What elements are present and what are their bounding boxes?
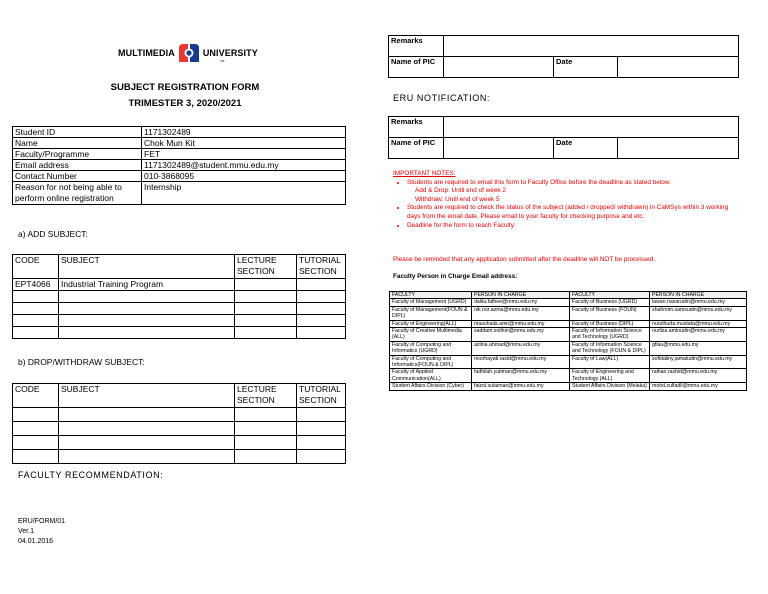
- email-cell[interactable]: masuhaila.amir@mmu.edu.my: [472, 320, 570, 327]
- list-item: • Students are required to email this form to Faculty Office before the deadline as stated below.: [407, 179, 738, 188]
- faculty-cell: Faculty of Creative Multimedia (ALL): [390, 328, 472, 342]
- faculty-cell: Faculty of Business (FOUN): [570, 306, 650, 320]
- tutorial-cell[interactable]: [297, 408, 346, 422]
- faculty-person-title: Faculty Person in Charge Email address:: [393, 273, 518, 280]
- table-row: [13, 171, 346, 182]
- subject-cell[interactable]: [59, 436, 235, 450]
- tutorial-cell[interactable]: [297, 450, 346, 464]
- email-cell[interactable]: nurulhuda.mustafa@mmu.edu.my: [650, 320, 747, 327]
- email-value[interactable]: 1171302489@student.mmu.edu.my: [142, 160, 346, 171]
- table-row: [389, 57, 739, 78]
- label-cell: Faculty/Programme: [13, 149, 142, 160]
- faculty-recommendation-label: FACULTY RECOMMENDATION:: [18, 470, 164, 480]
- table-header-row: [13, 384, 346, 408]
- add-drop-deadline: Add & Drop: Until end of week 2: [415, 187, 506, 195]
- table-row: [389, 36, 739, 57]
- subject-cell[interactable]: [59, 408, 235, 422]
- table-row: [13, 422, 346, 436]
- code-cell[interactable]: [13, 436, 59, 450]
- header-subject: SUBJECT: [59, 384, 235, 408]
- email-cell[interactable]: sofidaliny.jamaludin@mmu.edu.my: [650, 355, 747, 369]
- table-header-row: [13, 255, 346, 279]
- tutorial-cell[interactable]: [297, 422, 346, 436]
- faculty-cell: Faculty of Applied Communication(ALL): [390, 369, 472, 383]
- lecture-cell[interactable]: [235, 279, 297, 291]
- lecture-cell[interactable]: [235, 315, 297, 327]
- code-cell[interactable]: EPT4066: [13, 279, 59, 291]
- add-subject-table: [12, 254, 346, 339]
- email-cell[interactable]: gfiau@mmu.edu.my: [650, 341, 747, 355]
- logo-text-left: MULTIMEDIA: [118, 48, 175, 58]
- mmu-emblem-icon: [177, 42, 201, 64]
- lecture-cell[interactable]: [235, 450, 297, 464]
- remarks-label: Remarks: [389, 36, 444, 57]
- table-row: [13, 279, 346, 291]
- header-tutorial: TUTORIAL SECTION: [297, 384, 346, 408]
- table-row: [13, 450, 346, 464]
- email-cell[interactable]: saddam.solihin@mmu.edu.my: [472, 328, 570, 342]
- form-version: Ver.1: [18, 528, 34, 535]
- faculty-cell: Faculty of Engineering(ALL): [390, 320, 472, 327]
- table-row: [13, 436, 346, 450]
- header-code: CODE: [13, 384, 59, 408]
- table-row: [390, 299, 747, 306]
- form-code: ERU/FORM/01: [18, 518, 66, 525]
- pic-name-field[interactable]: [444, 57, 554, 78]
- table-row: [13, 127, 346, 138]
- subject-cell[interactable]: [59, 291, 235, 303]
- withdraw-deadline: Withdraw: Until end of week 5: [415, 195, 500, 203]
- eru-pic-table: [388, 116, 739, 159]
- tutorial-cell[interactable]: [297, 436, 346, 450]
- header-lecture: LECTURE SECTION: [235, 384, 297, 408]
- tutorial-cell[interactable]: [297, 303, 346, 315]
- email-cell[interactable]: fadhilah.yutiman@mmu.edu.my: [472, 369, 570, 383]
- faculty-cell: Faculty of Information Science and Technology (UGRD): [570, 328, 650, 342]
- table-row: [13, 160, 346, 171]
- email-cell[interactable]: dalila.fathee@mmu.edu.my: [472, 299, 570, 306]
- faculty-cell: Student Affairs Division (Melaka): [570, 383, 650, 390]
- header-tutorial: TUTORIAL SECTION: [297, 255, 346, 279]
- faculty-cell: Faculty of Management(FOUN & DIPL): [390, 306, 472, 320]
- drop-subject-table: [12, 383, 346, 464]
- lecture-cell[interactable]: [235, 291, 297, 303]
- label-cell: Name: [13, 138, 142, 149]
- table-row: [13, 138, 346, 149]
- important-notes: [393, 170, 738, 230]
- pic-name-field[interactable]: [444, 138, 554, 159]
- table-row: [390, 355, 747, 369]
- table-row: [390, 369, 747, 383]
- table-row: [13, 182, 346, 205]
- code-cell[interactable]: [13, 327, 59, 339]
- lecture-cell[interactable]: [235, 408, 297, 422]
- table-row: [389, 117, 739, 138]
- pic-label: Name of PIC: [389, 138, 444, 159]
- faculty-cell: Faculty of Information Science and Technology (FOUN & DIPL): [570, 341, 650, 355]
- header-faculty: FACULTY: [390, 292, 472, 299]
- university-logo: [118, 42, 258, 64]
- tutorial-cell[interactable]: [297, 315, 346, 327]
- remarks-label: Remarks: [389, 117, 444, 138]
- code-cell[interactable]: [13, 422, 59, 436]
- table-row: [390, 306, 747, 320]
- faculty-cell: Faculty of Business (UGRD): [570, 299, 650, 306]
- subject-cell[interactable]: [59, 422, 235, 436]
- table-row: [390, 320, 747, 327]
- header-code: CODE: [13, 255, 59, 279]
- remarks-field[interactable]: [444, 117, 739, 138]
- faculty-contacts-table: [389, 291, 747, 391]
- faculty-cell: Faculty of Management (UGRD): [390, 299, 472, 306]
- contact-value[interactable]: 010-3868095: [142, 171, 346, 182]
- code-cell[interactable]: [13, 291, 59, 303]
- form-date: 04.01.2016: [18, 538, 54, 545]
- table-row: [390, 341, 747, 355]
- header-lecture: LECTURE SECTION: [235, 255, 297, 279]
- date-label: Date: [554, 57, 618, 78]
- list-item: • Students are required to check the status of the subject (added / dropped/ withdrawn) in CaMSys within 3 working days from the email date. Please email to your faculty for checking purpose and etc.: [407, 204, 738, 221]
- notes-heading: IMPORTANT NOTES:: [393, 170, 456, 177]
- faculty-cell: Faculty of Business (DIPL): [570, 320, 650, 327]
- pic-label: Name of PIC: [389, 57, 444, 78]
- header-person: PERSON IN CHARGE: [472, 292, 570, 299]
- list-item: • Deadline for the form to reach Faculty:: [407, 222, 738, 231]
- trademark-mark: TM: [220, 59, 225, 63]
- email-cell[interactable]: mohd.zulfadli@mmu.edu.my: [650, 383, 747, 390]
- form-title: SUBJECT REGISTRATION FORM: [110, 82, 260, 93]
- code-cell[interactable]: [13, 408, 59, 422]
- email-cell[interactable]: azlina.ahmad@mmu.edu.my: [472, 341, 570, 355]
- header-faculty: FACULTY: [570, 292, 650, 299]
- add-subject-label: a) ADD SUBJECT:: [18, 229, 88, 239]
- email-cell[interactable]: lawan.nasarudin@mmu.edu.my: [650, 299, 747, 306]
- email-cell[interactable]: nik.nor.azma@mmu.edu.my: [472, 306, 570, 320]
- table-row: [390, 328, 747, 342]
- table-row: [13, 149, 346, 160]
- email-cell[interactable]: nurliza.aminudin@mmu.edu.my: [650, 328, 747, 342]
- email-cell[interactable]: faizol.sulaiman@mmu.edu.my: [472, 383, 570, 390]
- subject-cell[interactable]: [59, 303, 235, 315]
- faculty-cell: Student Affairs Division (Cyber): [390, 383, 472, 390]
- student-info-table: [12, 126, 346, 205]
- reminder-text: Please be reminded that any application submitted after the deadline will NOT be processed.: [393, 256, 656, 263]
- faculty-cell: Faculty of Computing and Informatics (UGRD): [390, 341, 472, 355]
- header-person: PERSON IN CHARGE: [650, 292, 747, 299]
- email-cell[interactable]: noorhayati.rasid@mmu.edu.my: [472, 355, 570, 369]
- subject-cell[interactable]: Industrial Training Program: [59, 279, 235, 291]
- code-cell[interactable]: [13, 315, 59, 327]
- faculty-cell: Faculty of Engineering and Technology (ALL): [570, 369, 650, 383]
- drop-subject-label: b) DROP/WITHDRAW SUBJECT:: [18, 357, 145, 367]
- header-subject: SUBJECT: [59, 255, 235, 279]
- code-cell[interactable]: [13, 450, 59, 464]
- table-row: [13, 303, 346, 315]
- reason-value[interactable]: Internship: [142, 182, 346, 205]
- lecture-cell[interactable]: [235, 327, 297, 339]
- faculty-value[interactable]: FET: [142, 149, 346, 160]
- remarks-field[interactable]: [444, 36, 739, 57]
- code-cell[interactable]: [13, 303, 59, 315]
- table-header-row: [390, 292, 747, 299]
- label-cell: Reason for not being able to perform online registration: [13, 182, 142, 205]
- table-row: [13, 408, 346, 422]
- table-row: [13, 291, 346, 303]
- email-cell[interactable]: shahmim.samsudin@mmu.edu.my: [650, 306, 747, 320]
- label-cell: Email address: [13, 160, 142, 171]
- lecture-cell[interactable]: [235, 422, 297, 436]
- lecture-cell[interactable]: [235, 303, 297, 315]
- tutorial-cell[interactable]: [297, 279, 346, 291]
- label-cell: Contact Number: [13, 171, 142, 182]
- subject-cell[interactable]: [59, 315, 235, 327]
- student-id-value[interactable]: 1171302489: [142, 127, 346, 138]
- faculty-cell: Faculty of Law(ALL): [570, 355, 650, 369]
- trimester-title: TRIMESTER 3, 2020/2021: [128, 98, 242, 109]
- date-field[interactable]: [618, 57, 739, 78]
- table-row: [389, 138, 739, 159]
- email-cell[interactable]: raihan.rashid@mmu.edu.my: [650, 369, 747, 383]
- date-label: Date: [554, 138, 618, 159]
- name-value[interactable]: Chok Mun Kit: [142, 138, 346, 149]
- table-row: [13, 327, 346, 339]
- tutorial-cell[interactable]: [297, 291, 346, 303]
- date-field[interactable]: [618, 138, 739, 159]
- notes-list: [393, 179, 738, 231]
- subject-cell[interactable]: [59, 450, 235, 464]
- lecture-cell[interactable]: [235, 436, 297, 450]
- table-row: [13, 315, 346, 327]
- subject-cell[interactable]: [59, 327, 235, 339]
- faculty-pic-table: [388, 35, 739, 78]
- eru-notification-title: ERU NOTIFICATION:: [393, 93, 491, 103]
- table-row: [390, 383, 747, 390]
- logo-text-right: UNIVERSITY: [202, 48, 258, 58]
- faculty-cell: Faculty of Computing and Informatics(FOUN & DIPL): [390, 355, 472, 369]
- form-footer: [18, 517, 65, 547]
- label-cell: Student ID: [13, 127, 142, 138]
- tutorial-cell[interactable]: [297, 327, 346, 339]
